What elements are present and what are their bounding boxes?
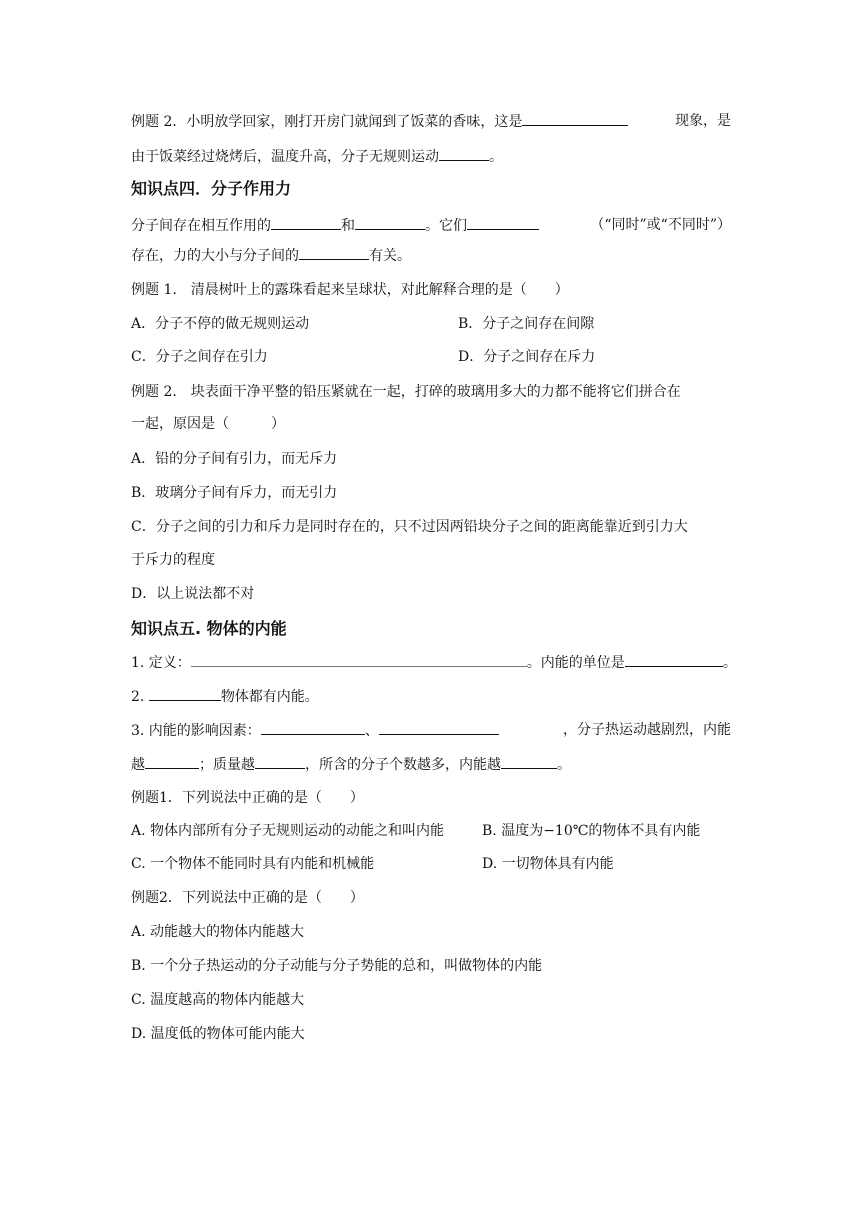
answer-blank (439, 145, 489, 161)
punctuation: 。 (557, 757, 571, 773)
option-c: C．分子之间存在引力 (131, 349, 268, 365)
punctuation: 。 (489, 149, 503, 165)
example-2-text: 由于饭菜经过烧烤后，温度升高，分子无规则运动 (131, 149, 439, 165)
option-a: A．分子不停的做无规则运动 (131, 316, 310, 332)
section-5-title: 知识点五. 物体的内能 (131, 619, 287, 638)
answer-blank (299, 244, 369, 260)
item-text: ，所含的分子个数越多，内能越 (305, 757, 501, 773)
answer-blank (261, 719, 365, 735)
section-4-paragraph-line-2 (131, 244, 731, 267)
answer-blank (379, 719, 499, 735)
paragraph-text: （“同时”或“不同时”） (590, 217, 731, 233)
paragraph-text: 存在，力的大小与分子间的 (131, 248, 299, 264)
example-2-text: 例题 2．小明放学回家，刚打开房门就闻到了饭菜的香味，这是 (131, 114, 523, 130)
option-b: B．分子之间存在间隙 (458, 316, 595, 332)
option-c: C. 一个物体不能同时具有内能和机械能 (131, 856, 375, 872)
paragraph-text: 和 (341, 218, 355, 234)
option-c: C. 温度越高的物体内能越大 (131, 992, 305, 1008)
option-b: B．玻璃分子间有斥力，而无引力 (131, 485, 338, 501)
answer-blank (271, 214, 341, 230)
item-text: 1. 定义： (131, 655, 191, 671)
option-c-line-1: C．分子之间的引力和斥力是同时存在的，只不过因两铅块分子之间的距离能靠近到引力大 (131, 519, 688, 535)
section-4-example-2-question-line-2: 一起，原因是（ ） (131, 416, 285, 432)
item-text: 。内能的单位是 (526, 655, 625, 671)
answer-blank (501, 753, 557, 769)
paragraph-text: 有关。 (369, 248, 411, 264)
item-text: 2. (131, 689, 149, 705)
answer-blank (149, 685, 221, 701)
item-text: 物体都有内能。 (220, 689, 319, 705)
option-a: A. 动能越大的物体内能越大 (131, 924, 305, 940)
section-5-item-1 (131, 651, 737, 674)
answer-blank (255, 753, 305, 769)
section-5-item-2 (131, 685, 731, 708)
answer-blank (355, 214, 425, 230)
example-2-text-end: 现象，是 (675, 113, 731, 129)
answer-blank (191, 651, 527, 667)
section-4-title: 知识点四．分子作用力 (131, 179, 292, 198)
answer-blank (145, 753, 199, 769)
item-text: 、 (364, 723, 379, 739)
option-d: D．以上说法都不对 (131, 586, 255, 602)
option-c-line-2: 于斥力的程度 (131, 552, 215, 568)
option-d: D．分子之间存在斥力 (458, 349, 596, 365)
option-d: D. 温度低的物体可能内能大 (131, 1026, 305, 1042)
section-5-item-3-line-1 (131, 719, 731, 742)
paragraph-text: 。它们 (425, 218, 467, 234)
paragraph-text: 分子间存在相互作用的 (131, 218, 271, 234)
item-text: ，分子热运动越剧烈，内能 (563, 722, 731, 738)
option-d: D. 一切物体具有内能 (482, 856, 614, 872)
option-b: B. 温度为−10℃的物体不具有内能 (482, 823, 701, 839)
section-4-example-2-question-line-1: 例题 2. 块表面干净平整的铅压紧就在一起，打碎的玻璃用多大的力都不能将它们拼合在 (131, 384, 681, 400)
example-2-line-2 (131, 145, 731, 168)
section-5-example-2-question: 例题2．下列说法中正确的是（ ） (131, 890, 364, 906)
answer-blank (467, 214, 539, 230)
section-5-example-1-question: 例题1．下列说法中正确的是（ ） (131, 790, 364, 806)
option-a: A. 物体内部所有分子无规则运动的动能之和叫内能 (131, 823, 445, 839)
answer-blank (625, 651, 723, 667)
section-4-paragraph-line-1 (131, 214, 731, 237)
section-4-example-1-question: 例题 1. 清晨树叶上的露珠看起来呈球状，对此解释合理的是（ ） (131, 282, 569, 298)
punctuation: 。 (722, 655, 737, 671)
option-b: B. 一个分子热运动的分子动能与分子势能的总和，叫做物体的内能 (131, 958, 543, 974)
section-5-item-3-line-2 (131, 753, 731, 776)
option-a: A．铅的分子间有引力，而无斥力 (131, 451, 338, 467)
example-2-line-1 (131, 110, 731, 133)
item-text: ；质量越 (199, 757, 255, 773)
item-text: 越 (131, 757, 145, 773)
item-text: 3. 内能的影响因素： (131, 723, 261, 739)
answer-blank (522, 110, 628, 126)
